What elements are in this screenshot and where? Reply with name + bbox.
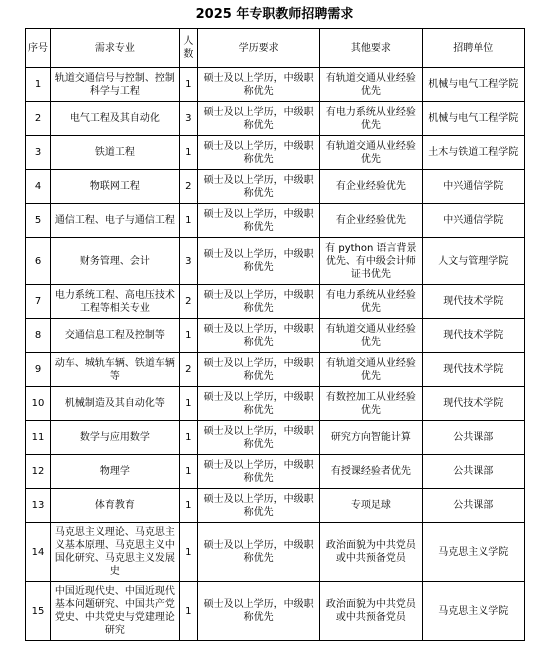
cell-spec: 财务管理、会计 (51, 238, 180, 285)
cell-unit: 现代技术学院 (422, 285, 524, 319)
cell-other: 有轨道交通从业经验优先 (320, 136, 422, 170)
cell-unit: 现代技术学院 (422, 353, 524, 387)
cell-num: 1 (179, 319, 198, 353)
cell-no: 14 (26, 523, 51, 582)
cell-unit: 中兴通信学院 (422, 204, 524, 238)
cell-spec: 马克思主义理论、马克思主义基本原理、马克思主义中国化研究、马克思主义发展史 (51, 523, 180, 582)
table-row (26, 238, 525, 285)
cell-edu: 硕士及以上学历，中级职称优先 (198, 319, 320, 353)
cell-unit: 现代技术学院 (422, 387, 524, 421)
cell-unit: 机械与电气工程学院 (422, 102, 524, 136)
table-row (26, 136, 525, 170)
cell-spec: 交通信息工程及控制等 (51, 319, 180, 353)
cell-spec: 通信工程、电子与通信工程 (51, 204, 180, 238)
cell-unit: 公共课部 (422, 455, 524, 489)
table-row (26, 455, 525, 489)
cell-num: 1 (179, 489, 198, 523)
cell-unit: 中兴通信学院 (422, 170, 524, 204)
cell-other: 有电力系统从业经验优先 (320, 102, 422, 136)
table-row (26, 582, 525, 641)
table-row (26, 170, 525, 204)
cell-unit: 人文与管理学院 (422, 238, 524, 285)
cell-other: 有授课经验者优先 (320, 455, 422, 489)
cell-num: 1 (179, 387, 198, 421)
cell-unit: 公共课部 (422, 421, 524, 455)
header-num: 人数 (179, 29, 198, 68)
cell-no: 8 (26, 319, 51, 353)
cell-spec: 电气工程及其自动化 (51, 102, 180, 136)
cell-edu: 硕士及以上学历，中级职称优先 (198, 353, 320, 387)
cell-edu: 硕士及以上学历，中级职称优先 (198, 421, 320, 455)
table-row (26, 421, 525, 455)
cell-num: 1 (179, 204, 198, 238)
cell-no: 2 (26, 102, 51, 136)
table-row (26, 102, 525, 136)
cell-num: 1 (179, 523, 198, 582)
table-header-row (26, 29, 525, 68)
cell-edu: 硕士及以上学历，中级职称优先 (198, 489, 320, 523)
cell-no: 7 (26, 285, 51, 319)
cell-edu: 硕士及以上学历，中级职称优先 (198, 204, 320, 238)
cell-unit: 现代技术学院 (422, 319, 524, 353)
cell-num: 1 (179, 455, 198, 489)
cell-no: 6 (26, 238, 51, 285)
cell-spec: 轨道交通信号与控制、控制科学与工程 (51, 68, 180, 102)
cell-other: 有数控加工从业经验优先 (320, 387, 422, 421)
cell-other: 有轨道交通从业经验优先 (320, 353, 422, 387)
cell-edu: 硕士及以上学历，中级职称优先 (198, 68, 320, 102)
cell-other: 有企业经验优先 (320, 204, 422, 238)
cell-no: 9 (26, 353, 51, 387)
cell-no: 13 (26, 489, 51, 523)
cell-num: 2 (179, 170, 198, 204)
cell-other: 专项足球 (320, 489, 422, 523)
cell-edu: 硕士及以上学历，中级职称优先 (198, 523, 320, 582)
cell-edu: 硕士及以上学历，中级职称优先 (198, 455, 320, 489)
cell-other: 有 python 语言背景优先、有中级会计师证书优先 (320, 238, 422, 285)
cell-no: 12 (26, 455, 51, 489)
cell-no: 4 (26, 170, 51, 204)
cell-no: 10 (26, 387, 51, 421)
cell-edu: 硕士及以上学历，中级职称优先 (198, 170, 320, 204)
cell-spec: 动车、城轨车辆、铁道车辆等 (51, 353, 180, 387)
header-spec: 需求专业 (51, 29, 180, 68)
cell-other: 政治面貌为中共党员或中共预备党员 (320, 523, 422, 582)
cell-unit: 土木与铁道工程学院 (422, 136, 524, 170)
cell-spec: 铁道工程 (51, 136, 180, 170)
header-other: 其他要求 (320, 29, 422, 68)
table-row (26, 523, 525, 582)
cell-other: 有轨道交通从业经验优先 (320, 319, 422, 353)
cell-num: 1 (179, 582, 198, 641)
cell-num: 1 (179, 136, 198, 170)
cell-num: 2 (179, 353, 198, 387)
recruitment-table (25, 28, 525, 641)
document-title: 2025 年专职教师招聘需求 (195, 7, 354, 22)
cell-num: 2 (179, 285, 198, 319)
table-row (26, 353, 525, 387)
cell-other: 有电力系统从业经验优先 (320, 285, 422, 319)
cell-spec: 中国近现代史、中国近现代基本问题研究、中国共产党党史、中共党史与党建理论研究 (51, 582, 180, 641)
cell-edu: 硕士及以上学历，中级职称优先 (198, 387, 320, 421)
header-edu: 学历要求 (198, 29, 320, 68)
cell-no: 15 (26, 582, 51, 641)
cell-other: 政治面貌为中共党员或中共预备党员 (320, 582, 422, 641)
cell-edu: 硕士及以上学历，中级职称优先 (198, 102, 320, 136)
cell-num: 3 (179, 238, 198, 285)
cell-no: 1 (26, 68, 51, 102)
cell-no: 3 (26, 136, 51, 170)
cell-edu: 硕士及以上学历，中级职称优先 (198, 136, 320, 170)
cell-edu: 硕士及以上学历，中级职称优先 (198, 238, 320, 285)
table-row (26, 68, 525, 102)
cell-edu: 硕士及以上学历，中级职称优先 (198, 285, 320, 319)
cell-unit: 公共课部 (422, 489, 524, 523)
cell-spec: 体育教育 (51, 489, 180, 523)
cell-spec: 电力系统工程、高电压技术工程等相关专业 (51, 285, 180, 319)
cell-other: 有企业经验优先 (320, 170, 422, 204)
cell-other: 有轨道交通从业经验优先 (320, 68, 422, 102)
cell-num: 1 (179, 421, 198, 455)
header-no: 序号 (26, 29, 51, 68)
cell-unit: 马克思主义学院 (422, 582, 524, 641)
table-row (26, 285, 525, 319)
cell-num: 1 (179, 68, 198, 102)
cell-spec: 数学与应用数学 (51, 421, 180, 455)
cell-no: 11 (26, 421, 51, 455)
table-row (26, 489, 525, 523)
table-row (26, 319, 525, 353)
cell-spec: 物理学 (51, 455, 180, 489)
table-row (26, 387, 525, 421)
cell-num: 3 (179, 102, 198, 136)
cell-edu: 硕士及以上学历，中级职称优先 (198, 582, 320, 641)
cell-spec: 物联网工程 (51, 170, 180, 204)
table-row (26, 204, 525, 238)
cell-unit: 马克思主义学院 (422, 523, 524, 582)
cell-no: 5 (26, 204, 51, 238)
cell-spec: 机械制造及其自动化等 (51, 387, 180, 421)
cell-other: 研究方向智能计算 (320, 421, 422, 455)
cell-unit: 机械与电气工程学院 (422, 68, 524, 102)
header-unit: 招聘单位 (422, 29, 524, 68)
